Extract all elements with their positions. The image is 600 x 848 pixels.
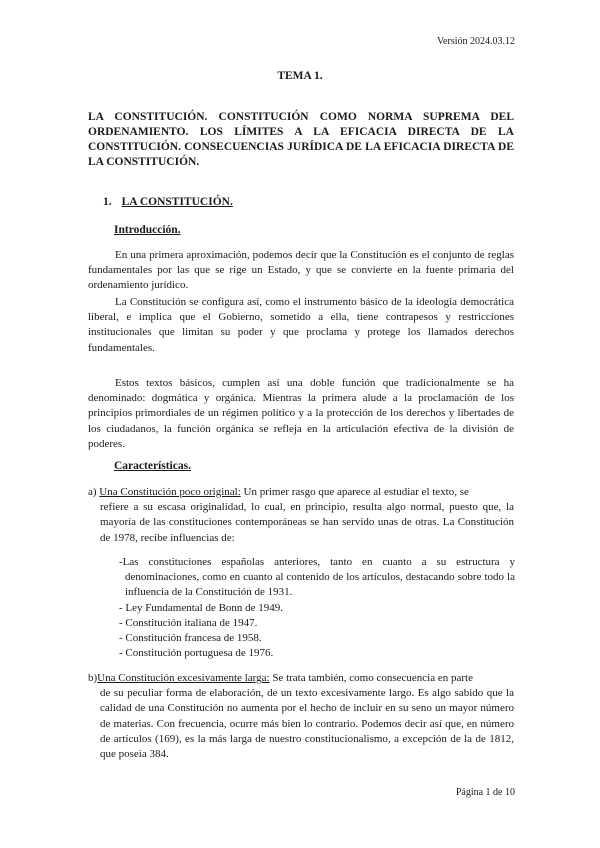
intro-paragraph-1: En una primera aproximación, podemos decir que la Constitución es el conjunto de reglas fundamentales por las que se rige un Estado, y que se convierte en la fuente primaria del ordenamiento jurídico.	[88, 249, 514, 292]
section-heading	[103, 196, 233, 208]
influence-item: -Las constituciones españolas anteriores, tanto en cuanto a su estructura y denominaciones, como en cuanto al contenido de los artículos, destacando sobre todo la influencia de la Constitución de 1931.	[119, 556, 515, 599]
influence-item: - Constitución italiana de 1947.	[119, 616, 258, 629]
influence-item: - Constitución portuguesa de 1976.	[119, 647, 274, 660]
characteristic-a	[88, 485, 514, 546]
characteristics-heading: Características.	[114, 460, 191, 472]
item-b-first-line: Se trata también, como consecuencia en parte	[272, 672, 473, 684]
intro-heading: Introducción.	[114, 224, 181, 236]
item-a-body: refiere a su escasa originalidad, lo cual, en principio, resulta algo normal, puesto que, la mayoría de las constituciones contemporáneas se han servido unas de otras. La Constitución de 1978, recibe influencias de:	[100, 501, 514, 544]
intro-paragraph-3: Estos textos básicos, cumplen así una doble función que tradicionalmente se ha denominado: dogmática y orgánica. Mientras la primera alude a la proclamación de los principios primordiales de un régimen político y a la protección de los derechos y libertades de los ciudadanos, la función orgánica se refleja en la articulación efectiva de la división de poderes.	[88, 377, 514, 450]
section-number: 1.	[103, 196, 112, 208]
tema-heading: TEMA 1.	[277, 70, 323, 82]
main-title: LA CONSTITUCIÓN. CONSTITUCIÓN COMO NORMA SUPREMA DEL ORDENAMIENTO. LOS LÍMITES A LA EFICACIA DIRECTA DE LA CONSTITUCIÓN. CONSECUENCIAS JURÍDICA DE LA EFICACIA DIRECTA DE LA CONSTITUCIÓN.	[88, 111, 514, 168]
item-a-marker: a)	[88, 486, 97, 498]
item-a-label: Una Constitución poco original:	[99, 486, 241, 498]
characteristic-b	[88, 671, 514, 762]
item-b-marker: b)	[88, 672, 98, 684]
influence-item: - Ley Fundamental de Bonn de 1949.	[119, 601, 284, 614]
intro-paragraph-2: La Constitución se configura así, como el instrumento básico de la ideología democrática liberal, e implica que el Gobierno, sometido a ella, tiene contrapesos y restricciones institucionales que limitan su poder y que proclama y protege los llamados derechos fundamentales.	[88, 296, 514, 354]
page-number: Página 1 de 10	[455, 787, 515, 798]
influences-list	[119, 555, 515, 661]
item-b-label: Una Constitución excesivamente larga:	[97, 672, 270, 684]
version-label: Versión 2024.03.12	[436, 36, 515, 47]
section-title: LA CONSTITUCIÓN.	[121, 196, 233, 208]
influence-item: - Constitución francesa de 1958.	[119, 632, 262, 645]
item-b-body: de su peculiar forma de elaboración, de un texto excesivamente largo. Es algo sabido que la calidad de una Constitución no aumenta por el hecho de incluir en su seno un mayor número de materias. Con frecuencia, ocurre más bien lo contrario. Podemos decir así que, en número de artículos (169), es la más larga de nuestro constitucionalismo, a excepción de la de 1812, que poseía 384.	[100, 687, 514, 761]
item-a-first-line: Un primer rasgo que aparece al estudiar el texto, se	[243, 486, 469, 498]
